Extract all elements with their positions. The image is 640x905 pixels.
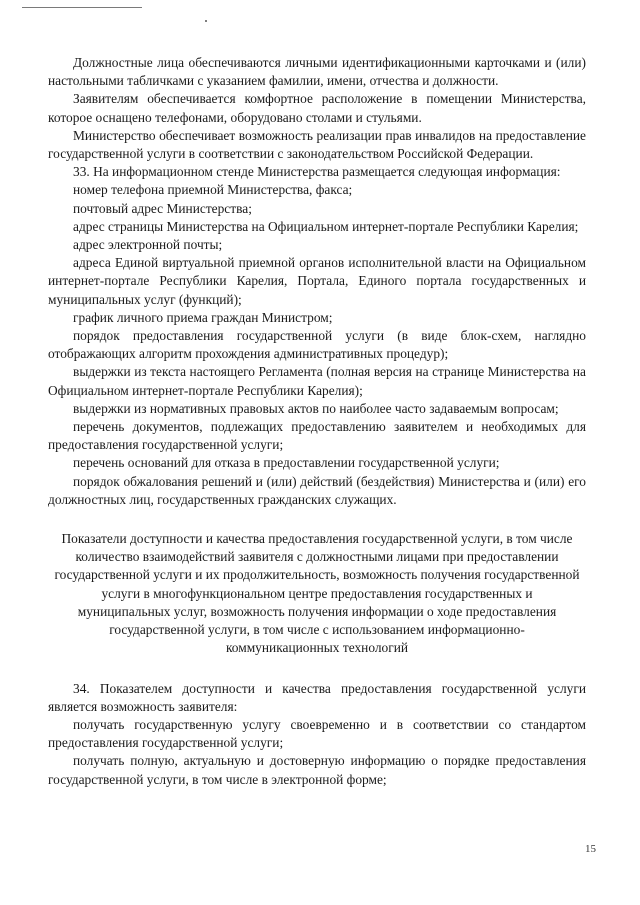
list-item: выдержки из текста настоящего Регламента (полная версия на странице Министерства на Официальном интернет-портале Республики Карелия);	[48, 364, 586, 398]
paragraph: Заявителям обеспечивается комфортное расположение в помещении Министерства, которое оснащено телефонами, оборудовано столами и стульями.	[48, 91, 586, 125]
list-item: перечень документов, подлежащих предоставлению заявителем и необходимых для предоставления государственной услуги;	[48, 419, 586, 453]
list-item: получать государственную услугу своевременно и в соответствии со стандартом предоставления государственной услуги;	[48, 716, 586, 751]
list-item: перечень оснований для отказа в предоставлении государственной услуги;	[73, 455, 500, 471]
page-number: 15	[585, 843, 596, 855]
paragraph: 34. Показателем доступности и качества предоставления государственной услуги является возможность заявителя:	[48, 680, 586, 714]
paragraph: 33. На информационном стенде Министерства размещается следующая информация:	[73, 164, 561, 180]
paragraphs-top	[48, 54, 586, 509]
paragraphs-bottom	[48, 680, 586, 789]
list-item: почтовый адрес Министерства;	[73, 200, 252, 216]
list-item: адрес электронной почты;	[73, 237, 223, 253]
paragraph: Должностные лица обеспечиваются личными идентификационными карточками и (или) настольными табличками с указанием фамилии, имени, отчества и должности.	[48, 55, 586, 89]
list-item: получать полную, актуальную и достоверную информацию о порядке предоставления государственной услуги, в том числе в электронной форме;	[48, 753, 586, 787]
list-item: график личного приема граждан Министром;	[73, 309, 333, 325]
top-edge-rule	[22, 7, 142, 8]
list-item: адрес страницы Министерства на Официальном интернет-портале Республики Карелия;	[73, 218, 579, 234]
list-item: выдержки из нормативных правовых актов по наиболее часто задаваемым вопросам;	[73, 400, 559, 416]
list-item: номер телефона приемной Министерства, факса;	[73, 182, 353, 198]
scan-speck	[205, 20, 207, 22]
list-item: адреса Единой виртуальной приемной органов исполнительной власти на Официальном интернет-портале Республики Карелия, Портала, Единого портала государственных и муниципальных услуг (функций);	[48, 255, 586, 307]
document-page	[48, 54, 586, 789]
section-heading: Показатели доступности и качества предоставления государственной услуги, в том числе количество взаимодействий заявителя с должностными лицами при предоставлении государственной услуги и их продолжительность, возможность получения государственной услуги в многофункциональном центре предоставления государственных и муниципальных услуг, возможность получения информации о ходе предоставления государственной услуги, в том числе с использованием информационно-коммуникационных технологий	[54, 531, 580, 656]
list-item: порядок обжалования решений и (или) действий (бездействия) Министерства и (или) его должностных лиц, государственных гражданских служащих.	[48, 473, 586, 507]
list-item: порядок предоставления государственной услуги (в виде блок-схем, наглядно отображающих алгоритм прохождения административных процедур);	[48, 328, 586, 362]
paragraph: Министерство обеспечивает возможность реализации прав инвалидов на предоставление государственной услуги в соответствии с законодательством Российской Федерации.	[48, 127, 586, 162]
